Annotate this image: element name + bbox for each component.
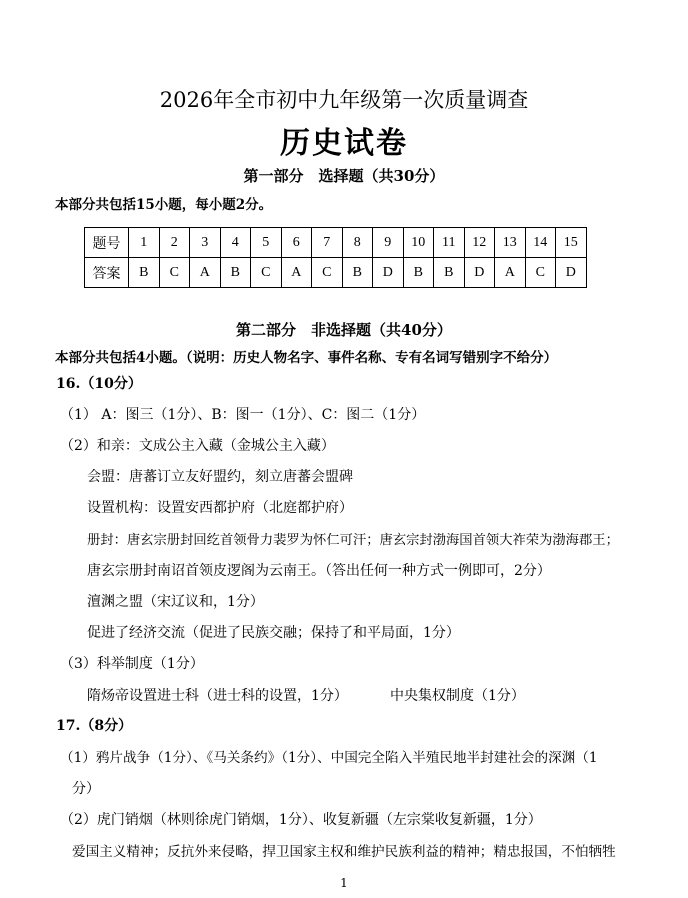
q16-answer-line: （1） A：图三（1分）、B：图一（1分）、C：图二（1分）: [60, 407, 426, 423]
answer-cell: A: [190, 258, 221, 288]
part2-heading: 第二部分 非选择题（共40分）: [236, 321, 452, 339]
question-number: 3: [190, 228, 221, 258]
q16-answer-line: （2）和亲：文成公主入藏（金城公主入藏）: [60, 438, 335, 454]
q16-answer-line: 唐玄宗册封南诏首领皮逻阁为云南王。（答出任何一种方式一例即可，2分）: [87, 563, 551, 579]
question-number: 1: [129, 228, 160, 258]
question-number: 14: [525, 228, 556, 258]
answer-cell: A: [281, 258, 312, 288]
q17-answer-line: （1）鸦片战争（1分）、《马关条约》（1分）、中国完全陷入半殖民地半封建社会的深渊（1: [60, 750, 598, 766]
question-number: 7: [312, 228, 343, 258]
question-number: 6: [281, 228, 312, 258]
q17-answer-line: （2）虎门销烟（林则徐虎门销烟，1分）、收复新疆（左宗棠收复新疆，1分）: [60, 812, 542, 828]
question-number: 2: [159, 228, 190, 258]
answer-table-number-row: [85, 228, 587, 258]
question-number: 11: [434, 228, 465, 258]
answer-cell: C: [159, 258, 190, 288]
part1-heading: 第一部分 选择题（共30分）: [243, 167, 445, 185]
answer-cell: B: [342, 258, 373, 288]
answer-cell: D: [373, 258, 404, 288]
answer-cell: C: [251, 258, 282, 288]
answer-table: [84, 227, 587, 288]
answer-cell: B: [220, 258, 251, 288]
answer-cell: C: [525, 258, 556, 288]
q16-answer-line: 册封：唐玄宗册封回纥首领骨力裴罗为怀仁可汗；唐玄宗封渤海国首领大祚荣为渤海郡王；: [87, 533, 619, 548]
answer-cell: B: [129, 258, 160, 288]
answer-table-answer-row: [85, 258, 587, 288]
question-number: 8: [342, 228, 373, 258]
q16-heading: 16.（10分）: [56, 376, 142, 392]
part1-note: 本部分共包括15小题，每小题2分。: [55, 197, 273, 213]
part2-note: 本部分共包括4小题。（说明：历史人物名字、事件名称、专有名词写错别字不给分）: [55, 350, 558, 366]
page-number: 1: [340, 876, 348, 890]
answer-cell: A: [495, 258, 526, 288]
question-number: 15: [556, 228, 587, 258]
q16-answer-line: （3）科举制度（1分）: [60, 656, 204, 672]
exam-title: 2026年全市初中九年级第一次质量调查: [159, 88, 529, 112]
q16-answer-line: 会盟：唐蕃订立友好盟约，刻立唐蕃会盟碑: [87, 469, 353, 485]
answer-cell: B: [403, 258, 434, 288]
question-number: 12: [464, 228, 495, 258]
question-number: 9: [373, 228, 404, 258]
question-number: 5: [251, 228, 282, 258]
subject-title: 历史试卷: [280, 126, 408, 161]
question-number: 13: [495, 228, 526, 258]
question-number: 4: [220, 228, 251, 258]
q16-answer-line: 隋炀帝设置进士科（进士科的设置，1分）: [87, 688, 348, 704]
table-row-label: 题号: [85, 228, 129, 258]
table-row-label: 答案: [85, 258, 129, 288]
answer-cell: D: [464, 258, 495, 288]
q17-answer-line: 分）: [72, 781, 100, 797]
q16-answer-line: 促进了经济交流（促进了民族交融；保持了和平局面，1分）: [87, 625, 460, 641]
q16-answer-line: 中央集权制度（1分）: [390, 688, 525, 704]
q17-heading: 17.（8分）: [56, 718, 133, 734]
answer-cell: B: [434, 258, 465, 288]
q17-answer-line: 爱国主义精神；反抗外来侵略，捍卫国家主权和维护民族利益的精神；精忠报国，不怕牺牲: [72, 844, 616, 860]
answer-cell: C: [312, 258, 343, 288]
q16-answer-line: 设置机构：设置安西都护府（北庭都护府）: [87, 500, 353, 516]
q16-answer-line: 澶渊之盟（宋辽议和，1分）: [87, 594, 264, 610]
question-number: 10: [403, 228, 434, 258]
answer-cell: D: [556, 258, 587, 288]
